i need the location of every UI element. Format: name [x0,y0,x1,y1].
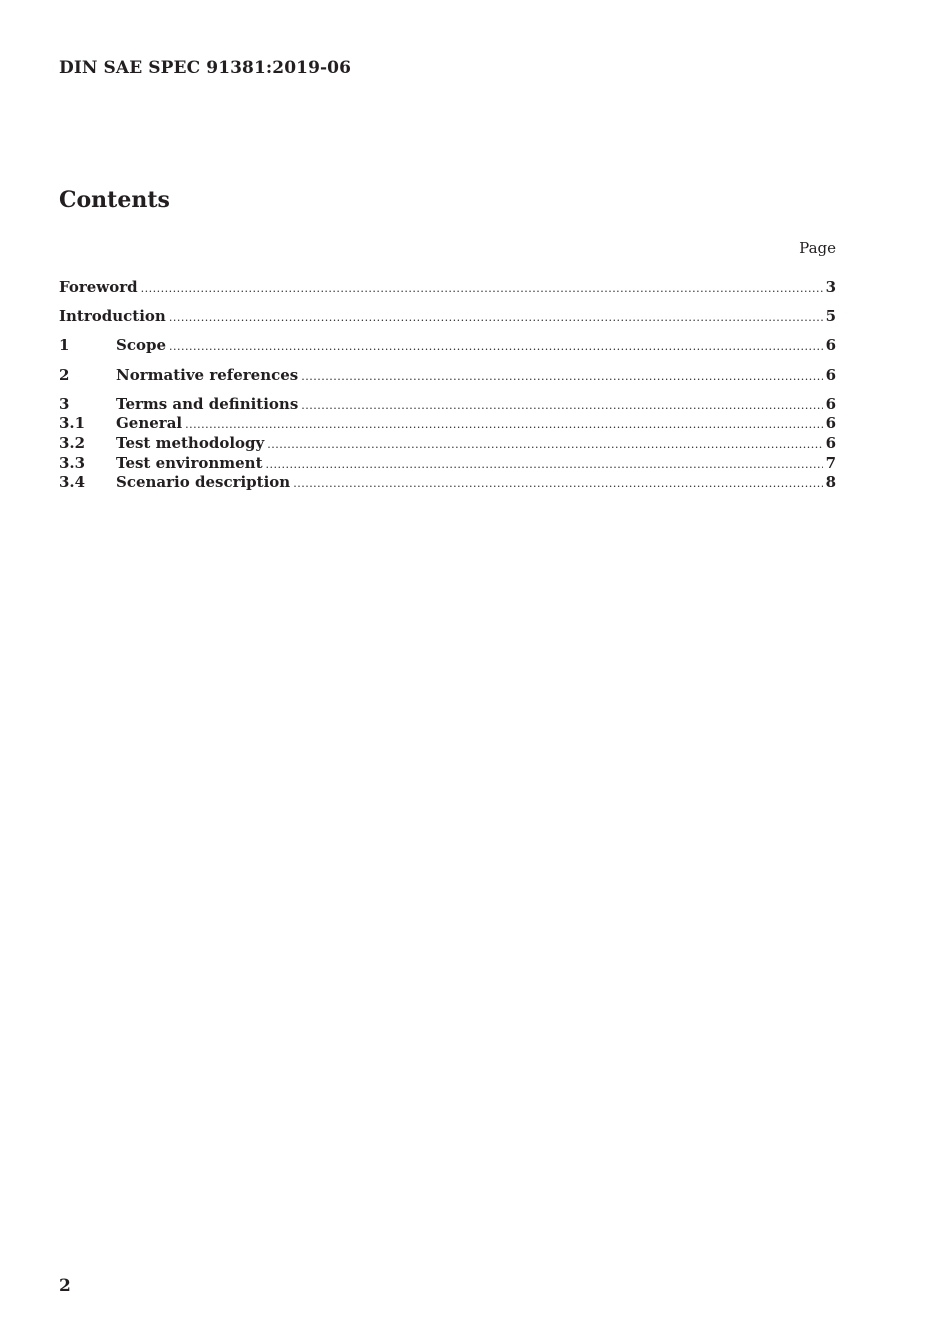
toc-entry-general[interactable] [59,414,836,434]
toc-entry-number: 3.2 [59,434,86,452]
toc-entry-number: 1 [59,336,70,354]
toc-entry-foreword[interactable] [59,278,836,298]
toc-entry-page: 8 [825,473,836,491]
toc-entry-page: 6 [825,414,836,432]
contents-heading: Contents [59,187,170,213]
toc-entry-test-methodology[interactable] [59,434,836,454]
toc-entry-label: Test methodology [116,434,265,452]
toc-entry-page: 3 [825,278,836,296]
toc-entry-number: 2 [59,366,70,384]
toc-entry-label: Introduction [59,307,166,325]
toc-leader-dots [169,340,823,353]
toc-leader-dots [301,399,822,412]
toc-entry-number: 3.3 [59,454,86,472]
toc-entry-label: Test environment [116,454,263,472]
toc-entry-number: 3.4 [59,473,86,491]
toc-entry-number: 3 [59,395,70,413]
toc-entry-introduction[interactable] [59,307,836,327]
toc-entry-label: Terms and definitions [116,395,299,413]
toc-entry-number: 3.1 [59,414,86,432]
toc-entry-test-environment[interactable] [59,454,836,474]
toc-entry-scenario-description[interactable] [59,473,836,493]
toc-entry-page: 7 [825,454,836,472]
toc-leader-dots [301,370,822,383]
toc-leader-dots [266,458,823,471]
toc-leader-dots [169,311,823,324]
toc-leader-dots [141,282,823,295]
document-identifier: DIN SAE SPEC 91381:2019-06 [59,58,352,78]
toc-entry-page: 6 [825,395,836,413]
toc-entry-page: 5 [825,307,836,325]
toc-entry-label: Scope [116,336,167,354]
page-column-label: Page [799,239,836,257]
toc-entry-label: General [116,414,183,432]
toc-entry-label: Scenario description [116,473,291,491]
toc-entry-normative-references[interactable] [59,366,836,386]
toc-leader-dots [185,418,822,431]
toc-entry-label: Normative references [116,366,299,384]
toc-entry-scope[interactable] [59,336,836,356]
toc-entry-label: Foreword [59,278,138,296]
page-number: 2 [59,1276,71,1296]
toc-leader-dots [293,477,822,490]
toc-entry-terms-and-definitions[interactable] [59,395,836,415]
toc-entry-page: 6 [825,434,836,452]
toc-entry-page: 6 [825,366,836,384]
toc-entry-page: 6 [825,336,836,354]
toc-leader-dots [267,438,822,451]
